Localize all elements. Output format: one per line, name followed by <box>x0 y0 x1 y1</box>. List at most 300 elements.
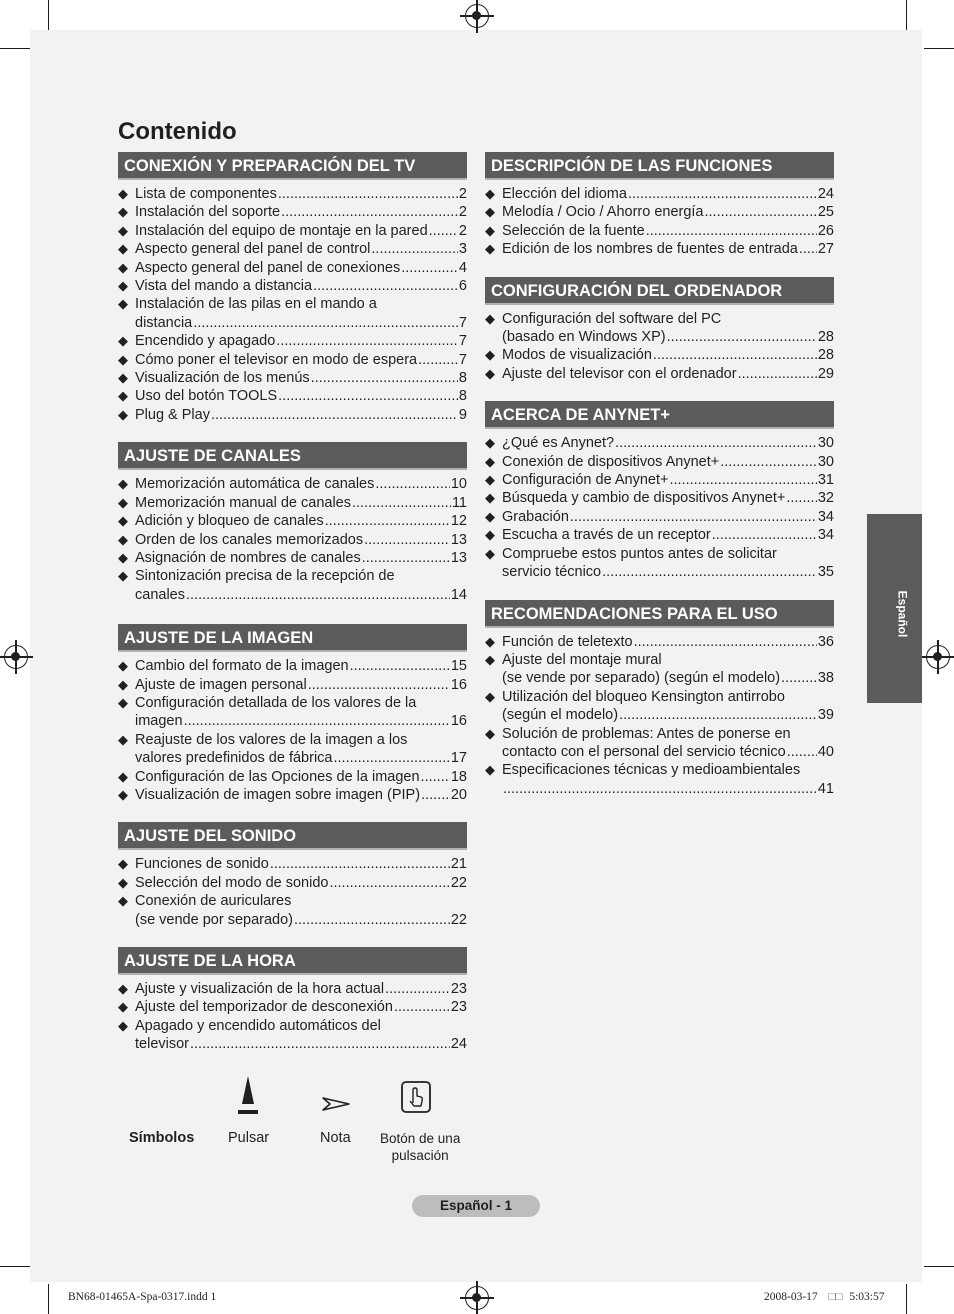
toc-entry-row <box>502 346 834 364</box>
toc-entry-page-number: 6 <box>458 278 467 295</box>
dot-leader <box>615 434 817 452</box>
diamond-bullet-icon: ◆ <box>118 676 128 692</box>
toc-entry[interactable] <box>118 531 467 549</box>
diamond-bullet-icon: ◆ <box>118 494 128 510</box>
toc-entry-text: Plug & Play <box>135 406 210 423</box>
diamond-bullet-icon: ◆ <box>118 1017 128 1033</box>
crop-mark <box>906 1284 907 1314</box>
note-label: Nota <box>320 1130 351 1146</box>
toc-entry-row <box>135 351 467 369</box>
toc-entry-text: televisor <box>135 1036 189 1053</box>
toc-entry-row <box>502 563 834 581</box>
toc-entry-page-number: 14 <box>450 586 467 603</box>
dot-leader <box>705 203 817 221</box>
dot-leader <box>311 369 458 387</box>
toc-entry-text-line1: Apagado y encendido automáticos del <box>135 1017 381 1034</box>
toc-entry-text: Grabación <box>502 508 569 525</box>
toc-entry[interactable] <box>118 351 467 369</box>
toc-entry-text: Aspecto general del panel de conexiones <box>135 259 401 276</box>
toc-entry[interactable] <box>118 259 467 277</box>
toc-entry[interactable] <box>118 332 467 350</box>
toc-entry-page-number: 7 <box>458 333 467 350</box>
toc-entry-row <box>502 633 834 651</box>
diamond-bullet-icon: ◆ <box>485 762 495 778</box>
toc-entry-text-line1: Ajuste del montaje mural <box>502 651 662 668</box>
toc-entry-text: Instalación del soporte <box>135 204 281 221</box>
toc-section <box>118 442 467 604</box>
dot-leader <box>313 277 458 295</box>
toc-entry-row <box>502 240 834 258</box>
toc-entry-text: Melodía / Ocio / Ahorro energía <box>502 204 704 221</box>
toc-entry[interactable] <box>485 471 834 489</box>
toc-entry-page-number: 34 <box>817 508 834 525</box>
dot-leader <box>786 489 817 507</box>
toc-entry[interactable] <box>118 874 467 892</box>
toc-entry-row <box>502 669 834 687</box>
toc-entry-page-number: 2 <box>458 186 467 202</box>
toc-entry-page-number: 7 <box>458 351 467 368</box>
toc-entry-row <box>502 489 834 507</box>
toc-entry-text: Lista de componentes <box>135 186 277 202</box>
toc-entry-page-number: 2 <box>458 222 467 239</box>
toc-entry-page-number: 24 <box>450 1036 467 1053</box>
toc-entry[interactable] <box>485 633 834 651</box>
toc-entry-page-number: 18 <box>450 768 467 785</box>
toc-entry[interactable] <box>118 567 467 604</box>
toc-entry-page-number: 15 <box>450 658 467 675</box>
toc-entry-page-number: 21 <box>450 856 467 873</box>
toc-entry[interactable] <box>485 651 834 688</box>
toc-entry-text-line1: Compruebe estos puntos antes de solicitar <box>502 545 777 562</box>
toc-entry-page-number: 34 <box>817 527 834 544</box>
toc-section <box>118 624 467 804</box>
toc-entry-row <box>502 706 834 724</box>
toc-entry-text-line1: Configuración del software del PC <box>502 310 722 327</box>
toc-entry-text: Configuración de Anynet+ <box>502 472 669 489</box>
diamond-bullet-icon: ◆ <box>118 333 128 349</box>
toc-entry-page-number: 23 <box>450 981 467 997</box>
dot-leader <box>362 549 450 567</box>
toc-entry-text: distancia <box>135 314 193 331</box>
diamond-bullet-icon: ◆ <box>118 731 128 747</box>
toc-entry[interactable] <box>118 512 467 530</box>
dot-leader <box>602 563 817 581</box>
toc-entry-text-line1: Instalación de las pilas en el mando a <box>135 296 377 313</box>
toc-right-column <box>485 152 834 798</box>
toc-entry[interactable] <box>118 694 467 731</box>
toc-entry-row <box>502 453 834 471</box>
dot-leader <box>720 453 817 471</box>
toc-entry-page-number: 41 <box>817 780 834 797</box>
toc-entry-text: Búsqueda y cambio de dispositivos Anynet+ <box>502 490 786 507</box>
section-heading: CONEXIÓN Y PREPARACIÓN DEL TV <box>118 152 467 180</box>
toc-entry-page-number: 13 <box>450 531 467 548</box>
print-garbled-glyphs: □□ <box>828 1291 843 1303</box>
toc-entry[interactable] <box>485 434 834 452</box>
registration-mark-icon <box>465 4 489 28</box>
crop-mark <box>0 48 30 49</box>
toc-entry-row <box>502 743 834 761</box>
section-heading: AJUSTE DEL SONIDO <box>118 822 467 850</box>
toc-entry-text: ¿Qué es Anynet? <box>502 435 615 452</box>
toc-entry[interactable] <box>485 489 834 507</box>
section-entry-list <box>118 652 467 804</box>
diamond-bullet-icon: ◆ <box>118 278 128 294</box>
toc-entry-text: Conexión de dispositivos Anynet+ <box>502 453 720 470</box>
toc-entry-text-line1: Sintonización precisa de la recepción de <box>135 568 395 585</box>
section-entry-list <box>118 470 467 604</box>
toc-entry-text-line1: Solución de problemas: Antes de ponerse en <box>502 725 791 742</box>
toc-entry-text: Elección del idioma <box>502 186 627 202</box>
diamond-bullet-icon: ◆ <box>118 856 128 872</box>
toc-entry-text: Uso del botón TOOLS <box>135 388 278 405</box>
toc-entry-page-number: 38 <box>817 670 834 687</box>
dot-leader <box>570 508 817 526</box>
diamond-bullet-icon: ◆ <box>118 476 128 492</box>
dot-leader <box>421 768 450 786</box>
toc-entry[interactable] <box>118 387 467 405</box>
diamond-bullet-icon: ◆ <box>118 568 128 584</box>
dot-leader <box>628 185 817 203</box>
toc-entry-text: Adición y bloqueo de canales <box>135 513 324 530</box>
toc-entry-page-number: 22 <box>450 911 467 928</box>
diamond-bullet-icon: ◆ <box>485 651 495 667</box>
toc-entry[interactable] <box>118 549 467 567</box>
toc-entry[interactable] <box>118 203 467 221</box>
toc-entry-text: canales <box>135 586 185 603</box>
press-label: Pulsar <box>228 1130 270 1146</box>
toc-entry[interactable] <box>118 892 467 929</box>
toc-entry-row <box>135 332 467 350</box>
toc-entry[interactable] <box>118 185 467 203</box>
toc-entry[interactable] <box>118 277 467 295</box>
toc-entry-page-number: 7 <box>458 314 467 331</box>
toc-entry-row <box>502 203 834 221</box>
toc-entry-text-line1: Reajuste de los valores de la imagen a los <box>135 731 408 748</box>
toc-left-column <box>118 152 467 1054</box>
toc-entry[interactable] <box>118 676 467 694</box>
section-heading: AJUSTE DE LA HORA <box>118 947 467 975</box>
dot-leader <box>653 346 817 364</box>
dot-leader <box>184 712 450 730</box>
diamond-bullet-icon: ◆ <box>118 981 128 996</box>
toc-entry-page-number: 24 <box>817 186 834 202</box>
toc-entry-row <box>135 911 467 929</box>
toc-entry-row <box>135 855 467 873</box>
toc-entry-row <box>135 475 467 493</box>
toc-entry-row <box>135 676 467 694</box>
diamond-bullet-icon: ◆ <box>118 351 128 367</box>
toc-entry[interactable] <box>118 1017 467 1054</box>
toc-entry-text-line1: Configuración detallada de los valores de la <box>135 694 417 711</box>
toc-entry-text: Memorización automática de canales <box>135 476 375 493</box>
toc-entry-text: Orden de los canales memorizados <box>135 531 364 548</box>
diamond-bullet-icon: ◆ <box>118 186 128 201</box>
dot-leader <box>375 475 449 493</box>
toc-entry-text: Ajuste del televisor con el ordenador <box>502 365 737 382</box>
toc-entry[interactable] <box>118 657 467 675</box>
toc-entry-text: Ajuste y visualización de la hora actual <box>135 981 385 997</box>
one-touch-label-line1: Botón de una <box>380 1131 461 1146</box>
toc-entry-page-number: 30 <box>817 453 834 470</box>
toc-entry-text: Memorización manual de canales <box>135 494 351 511</box>
language-side-tab-label: Español <box>895 590 910 638</box>
toc-entry[interactable] <box>118 980 467 998</box>
print-time: 5:03:57 <box>849 1291 885 1303</box>
diamond-bullet-icon: ◆ <box>485 527 495 543</box>
toc-entry-page-number: 26 <box>817 222 834 239</box>
toc-entry[interactable] <box>118 222 467 240</box>
toc-entry[interactable] <box>118 369 467 387</box>
diamond-bullet-icon: ◆ <box>118 259 128 275</box>
toc-entry-page-number: 8 <box>458 370 467 387</box>
toc-entry[interactable] <box>485 545 834 582</box>
symbols-legend <box>118 1070 478 1180</box>
toc-entry-text: Modos de visualización <box>502 347 652 364</box>
section-entry-list <box>118 180 467 424</box>
crop-mark <box>48 1284 49 1314</box>
toc-entry-text: Vista del mando a distancia <box>135 278 313 295</box>
dot-leader <box>385 980 450 998</box>
toc-entry-row <box>135 259 467 277</box>
dot-leader <box>294 911 450 929</box>
dot-leader <box>429 222 458 240</box>
diamond-bullet-icon: ◆ <box>118 658 128 674</box>
toc-entry-page-number: 20 <box>450 786 467 803</box>
dot-leader <box>787 743 817 761</box>
toc-entry-row <box>135 369 467 387</box>
toc-section <box>118 822 467 929</box>
diamond-bullet-icon: ◆ <box>485 545 495 561</box>
dot-leader <box>364 531 450 549</box>
toc-entry-text: Cambio del formato de la imagen <box>135 658 349 675</box>
diamond-bullet-icon: ◆ <box>118 406 128 422</box>
dot-leader <box>333 749 449 767</box>
diamond-bullet-icon: ◆ <box>118 768 128 784</box>
toc-entry-text-line1: Especificaciones técnicas y medioambientales <box>502 762 801 779</box>
print-date: 2008-03-17 <box>764 1291 818 1303</box>
toc-entry-text: Funciones de sonido <box>135 856 269 873</box>
toc-entry-row <box>135 203 467 221</box>
toc-entry[interactable] <box>118 494 467 512</box>
diamond-bullet-icon: ◆ <box>485 204 495 220</box>
toc-section <box>118 152 467 424</box>
toc-entry-page-number: 16 <box>450 713 467 730</box>
toc-entry-row <box>502 222 834 240</box>
section-entry-list <box>118 850 467 929</box>
toc-entry[interactable] <box>118 475 467 493</box>
dot-leader <box>503 780 817 798</box>
dot-leader <box>669 471 816 489</box>
toc-entry-page-number: 12 <box>450 513 467 530</box>
toc-entry-text: Configuración de las Opciones de la imagen <box>135 768 420 785</box>
toc-entry-text: (según el modelo) <box>502 707 619 724</box>
toc-entry-text: Selección del modo de sonido <box>135 874 329 891</box>
toc-entry-row <box>135 387 467 405</box>
note-icon <box>321 1096 351 1112</box>
toc-entry-row <box>135 549 467 567</box>
toc-entry-row <box>135 749 467 767</box>
toc-entry-row <box>502 328 834 346</box>
diamond-bullet-icon: ◆ <box>485 186 495 201</box>
dot-leader <box>646 222 817 240</box>
diamond-bullet-icon: ◆ <box>485 688 495 704</box>
one-touch-label-line2: pulsación <box>391 1148 449 1163</box>
dot-leader <box>186 586 450 604</box>
toc-entry[interactable] <box>118 786 467 804</box>
diamond-bullet-icon: ◆ <box>485 453 495 469</box>
crop-mark <box>906 0 907 30</box>
toc-entry-text: Cómo poner el televisor en modo de espera <box>135 351 418 368</box>
section-entry-list <box>118 975 467 1054</box>
toc-entry-page-number: 8 <box>458 388 467 405</box>
toc-entry-row <box>502 471 834 489</box>
toc-entry[interactable] <box>485 688 834 725</box>
toc-entry[interactable] <box>485 508 834 526</box>
toc-entry[interactable] <box>485 365 834 383</box>
diamond-bullet-icon: ◆ <box>118 549 128 565</box>
registration-mark-icon <box>4 645 28 669</box>
toc-entry[interactable] <box>485 346 834 364</box>
dot-leader <box>352 494 451 512</box>
dot-leader <box>278 185 458 203</box>
toc-entry-row <box>135 277 467 295</box>
toc-entry-page-number: 40 <box>817 743 834 760</box>
toc-entry-row <box>135 185 467 203</box>
toc-entry-row <box>135 531 467 549</box>
dot-leader <box>308 676 450 694</box>
toc-entry-page-number: 28 <box>817 329 834 346</box>
toc-entry-text: servicio técnico <box>502 564 602 581</box>
section-heading: ACERCA DE ANYNET+ <box>485 401 834 429</box>
toc-entry-text: Asignación de nombres de canales <box>135 549 361 566</box>
toc-entry-row <box>502 780 834 798</box>
section-heading: AJUSTE DE LA IMAGEN <box>118 624 467 652</box>
toc-entry-page-number: 3 <box>458 241 467 258</box>
toc-entry-row <box>502 526 834 544</box>
diamond-bullet-icon: ◆ <box>485 508 495 524</box>
toc-entry-row <box>135 314 467 332</box>
dot-leader <box>667 328 817 346</box>
toc-entry-text: Escucha a través de un receptor <box>502 527 711 544</box>
print-date-info <box>764 1291 884 1303</box>
toc-entry-text: Función de teletexto <box>502 633 633 650</box>
toc-entry-row <box>135 980 467 998</box>
diamond-bullet-icon: ◆ <box>118 388 128 404</box>
toc-entry-page-number: 16 <box>450 676 467 693</box>
language-side-tab <box>867 514 922 703</box>
toc-entry-row <box>135 586 467 604</box>
toc-entry[interactable] <box>118 768 467 786</box>
toc-entry-row <box>135 240 467 258</box>
toc-entry-text-line1: Conexión de auriculares <box>135 893 292 910</box>
toc-entry[interactable] <box>118 406 467 424</box>
toc-entry-text-line1: Utilización del bloqueo Kensington antirrobo <box>502 688 785 705</box>
dot-leader <box>193 314 458 332</box>
dot-leader <box>325 512 450 530</box>
dot-leader <box>619 706 817 724</box>
toc-entry-text: Encendido y apagado <box>135 333 276 350</box>
toc-entry[interactable] <box>118 855 467 873</box>
toc-entry-row <box>502 434 834 452</box>
crop-mark <box>924 1266 954 1267</box>
diamond-bullet-icon: ◆ <box>118 370 128 386</box>
diamond-bullet-icon: ◆ <box>118 241 128 257</box>
one-touch-label <box>380 1130 460 1164</box>
dot-leader <box>418 351 458 369</box>
diamond-bullet-icon: ◆ <box>485 472 495 488</box>
toc-section <box>485 600 834 799</box>
toc-entry[interactable] <box>485 725 834 762</box>
page-number-badge: Español - 1 <box>412 1195 540 1217</box>
toc-entry[interactable] <box>485 203 834 221</box>
dot-leader <box>781 669 817 687</box>
toc-entry-row <box>135 222 467 240</box>
toc-entry-text: contacto con el personal del servicio técnico <box>502 743 786 760</box>
toc-entry[interactable] <box>485 761 834 798</box>
toc-section <box>485 277 834 384</box>
registration-mark-icon <box>465 1286 489 1310</box>
diamond-bullet-icon: ◆ <box>118 222 128 238</box>
toc-entry-text: Ajuste de imagen personal <box>135 676 307 693</box>
diamond-bullet-icon: ◆ <box>118 204 128 220</box>
toc-entry-page-number: 22 <box>450 874 467 891</box>
toc-entry-page-number: 11 <box>451 494 467 511</box>
toc-entry-page-number: 35 <box>817 564 834 581</box>
toc-section <box>485 152 834 259</box>
toc-entry-page-number: 39 <box>817 707 834 724</box>
dot-leader <box>190 1035 450 1053</box>
toc-entry-page-number: 31 <box>817 472 834 489</box>
toc-entry-row <box>135 494 467 512</box>
toc-entry[interactable] <box>118 731 467 768</box>
registration-mark-icon <box>926 645 950 669</box>
toc-entry-row <box>135 768 467 786</box>
toc-entry[interactable] <box>485 222 834 240</box>
toc-entry[interactable] <box>118 295 467 332</box>
toc-entry-page-number: 32 <box>817 490 834 507</box>
crop-mark <box>48 0 49 30</box>
toc-entry[interactable] <box>485 240 834 258</box>
section-heading: CONFIGURACIÓN DEL ORDENADOR <box>485 277 834 305</box>
toc-entry-page-number: 29 <box>817 365 834 382</box>
toc-entry-page-number: 27 <box>817 241 834 258</box>
toc-entry-text: Visualización de los menús <box>135 370 310 387</box>
toc-entry-text: Edición de los nombres de fuentes de entrada <box>502 241 798 258</box>
toc-entry[interactable] <box>118 240 467 258</box>
dot-leader <box>634 633 817 651</box>
toc-entry[interactable] <box>485 185 834 203</box>
toc-entry-text: imagen <box>135 713 183 730</box>
diamond-bullet-icon: ◆ <box>118 999 128 1015</box>
toc-entry[interactable] <box>485 310 834 347</box>
toc-entry-text: (se vende por separado) (según el modelo) <box>502 670 781 687</box>
toc-entry-row <box>135 406 467 424</box>
dot-leader <box>394 998 450 1016</box>
diamond-bullet-icon: ◆ <box>485 490 495 506</box>
toc-entry-row <box>135 512 467 530</box>
diamond-bullet-icon: ◆ <box>118 296 128 312</box>
toc-entry-page-number: 4 <box>458 259 467 276</box>
toc-entry[interactable] <box>485 453 834 471</box>
toc-entry-row <box>502 185 834 203</box>
toc-entry[interactable] <box>118 998 467 1016</box>
dot-leader <box>421 786 450 804</box>
toc-entry[interactable] <box>485 526 834 544</box>
toc-entry-page-number: 10 <box>450 476 467 493</box>
diamond-bullet-icon: ◆ <box>118 694 128 710</box>
toc-entry-page-number: 17 <box>450 750 467 767</box>
